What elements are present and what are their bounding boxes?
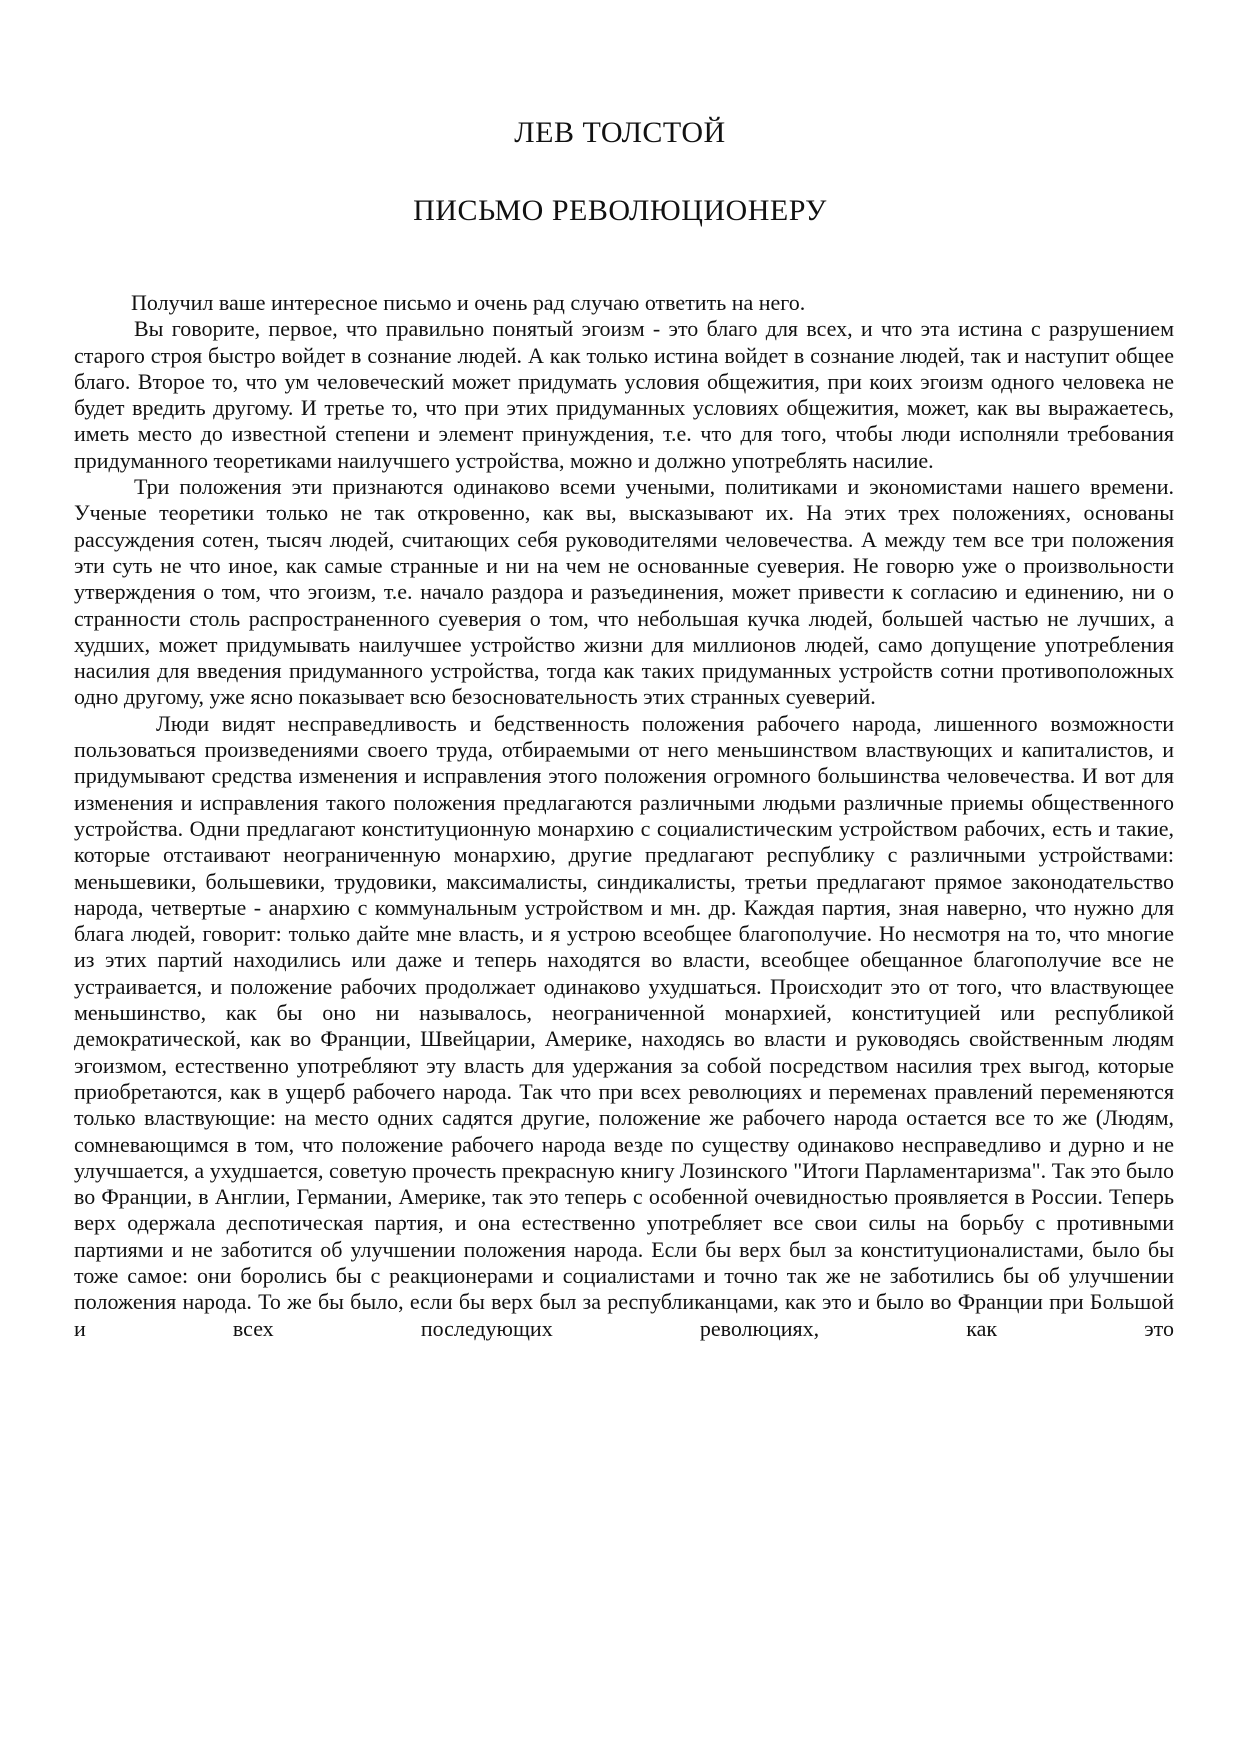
- paragraph-1: Получил ваше интересное письмо и очень рад случаю ответить на него.: [131, 290, 806, 315]
- letter-body: [74, 290, 1174, 1342]
- document-title: ПИСЬМО РЕВОЛЮЦИОНЕРУ: [413, 194, 827, 227]
- author-heading: ЛЕВ ТОЛСТОЙ: [514, 116, 726, 149]
- paragraph-2: Вы говорите, первое, что правильно понятый эгоизм - это благо для всех, и что эта истина с разрушением старого строя быстро войдет в сознание людей. А как только истина войдет в сознание людей, так и наступит общее благо. Второе то, что ум человеческий может придумать условия общежития, при коих эгоизм одного человека не будет вредить другому. И третье то, что при этих придуманных условиях общежития, может, как вы выражаетесь, иметь место до известной степени и элемент принуждения, т.е. что для того, чтобы люди исполняли требования придуманного теоретиками наилучшего устройства, можно и должно употреблять насилие.: [74, 316, 1174, 473]
- paragraph-4: Люди видят несправедливость и бедственность положения рабочего народа, лишенного возможности пользоваться произведениями своего труда, отбираемыми от него меньшинством властвующих и капиталистов, и придумывают средства изменения и исправления этого положения огромного большинства человечества. И вот для изменения и исправления такого положения предлагаются различными людьми различные приемы общественного устройства. Одни предлагают конституционную монархию с социалистическим устройством рабочих, есть и такие, которые отстаивают неограниченную монархию, другие предлагают республику с различными устройствами: меньшевики, большевики, трудовики, максималисты, синдикалисты, третьи предлагают прямое законодательство народа, четвертые - анархию с коммунальным устройством и мн. др. Каждая партия, зная наверно, что нужно для блага людей, говорит: только дайте мне власть, и я устрою всеобщее благополучие. Но несмотря на то, что многие из этих партий находились или даже и теперь находятся во власти, всеобщее обещанное благополучие все не устраивается, и положение рабочих продолжает одинаково ухудшаться. Происходит это от того, что властвующее меньшинство, как бы оно ни называлось, неограниченной монархией, конституцией или республикой демократической, как во Франции, Швейцарии, Америке, находясь во власти и руководясь свойственным людям эгоизмом, естественно употребляют эту власть для удержания за собой посредством насилия трех выгод, которые приобретаются, как в ущерб рабочего народа. Так что при всех революциях и переменах правлений переменяются только властвующие: на место одних садятся другие, положение же рабочего народа остается все то же (Людям, сомневающимся в том, что положение рабочего народа везде по существу одинаково несправедливо и дурно и не улучшается, а ухудшается, советую прочесть прекрасную книгу Лозинского "Итоги Парламентаризма". Так это было во Франции, в Англии, Германии, Америке, так это теперь с особенной очевидностью проявляется в России. Теперь верх одержала деспотическая партия, и она естественно употребляет все свои силы на борьбу с противными партиями и не заботится об улучшении положения народа. Если бы верх был за конституционалистами, было бы тоже самое: они боролись бы с реакционерами и социалистами и точно так же не заботились бы об улучшении положения народа. То же бы было, если бы верх был за республиканцами, как это и было во Франции при Большой и всех последующих революциях, как это: [74, 710, 1174, 1341]
- paragraph-3: Три положения эти признаются одинаково всеми учеными, политиками и экономистами нашего времени. Ученые теоретики только не так откровенно, как вы, высказывают их. На этих трех положениях, основаны рассуждения сотен, тысяч людей, считающих себя руководителями человечества. А между тем все три положения эти суть не что иное, как самые странные и ни на чем не основанные суеверия. Не говорю уже о произвольности утверждения о том, что эгоизм, т.е. начало раздора и разъединения, может привести к согласию и единению, ни о странности столь распространенного суеверия о том, что небольшая кучка людей, большей частью не лучших, а худших, может придумывать наилучшее устройство жизни для миллионов людей, само допущение употребления насилия для введения придуманного устройства, тогда как таких придуманных устройств сотни противоположных одно другому, уже ясно показывает всю безосновательность этих странных суеверий.: [74, 474, 1174, 710]
